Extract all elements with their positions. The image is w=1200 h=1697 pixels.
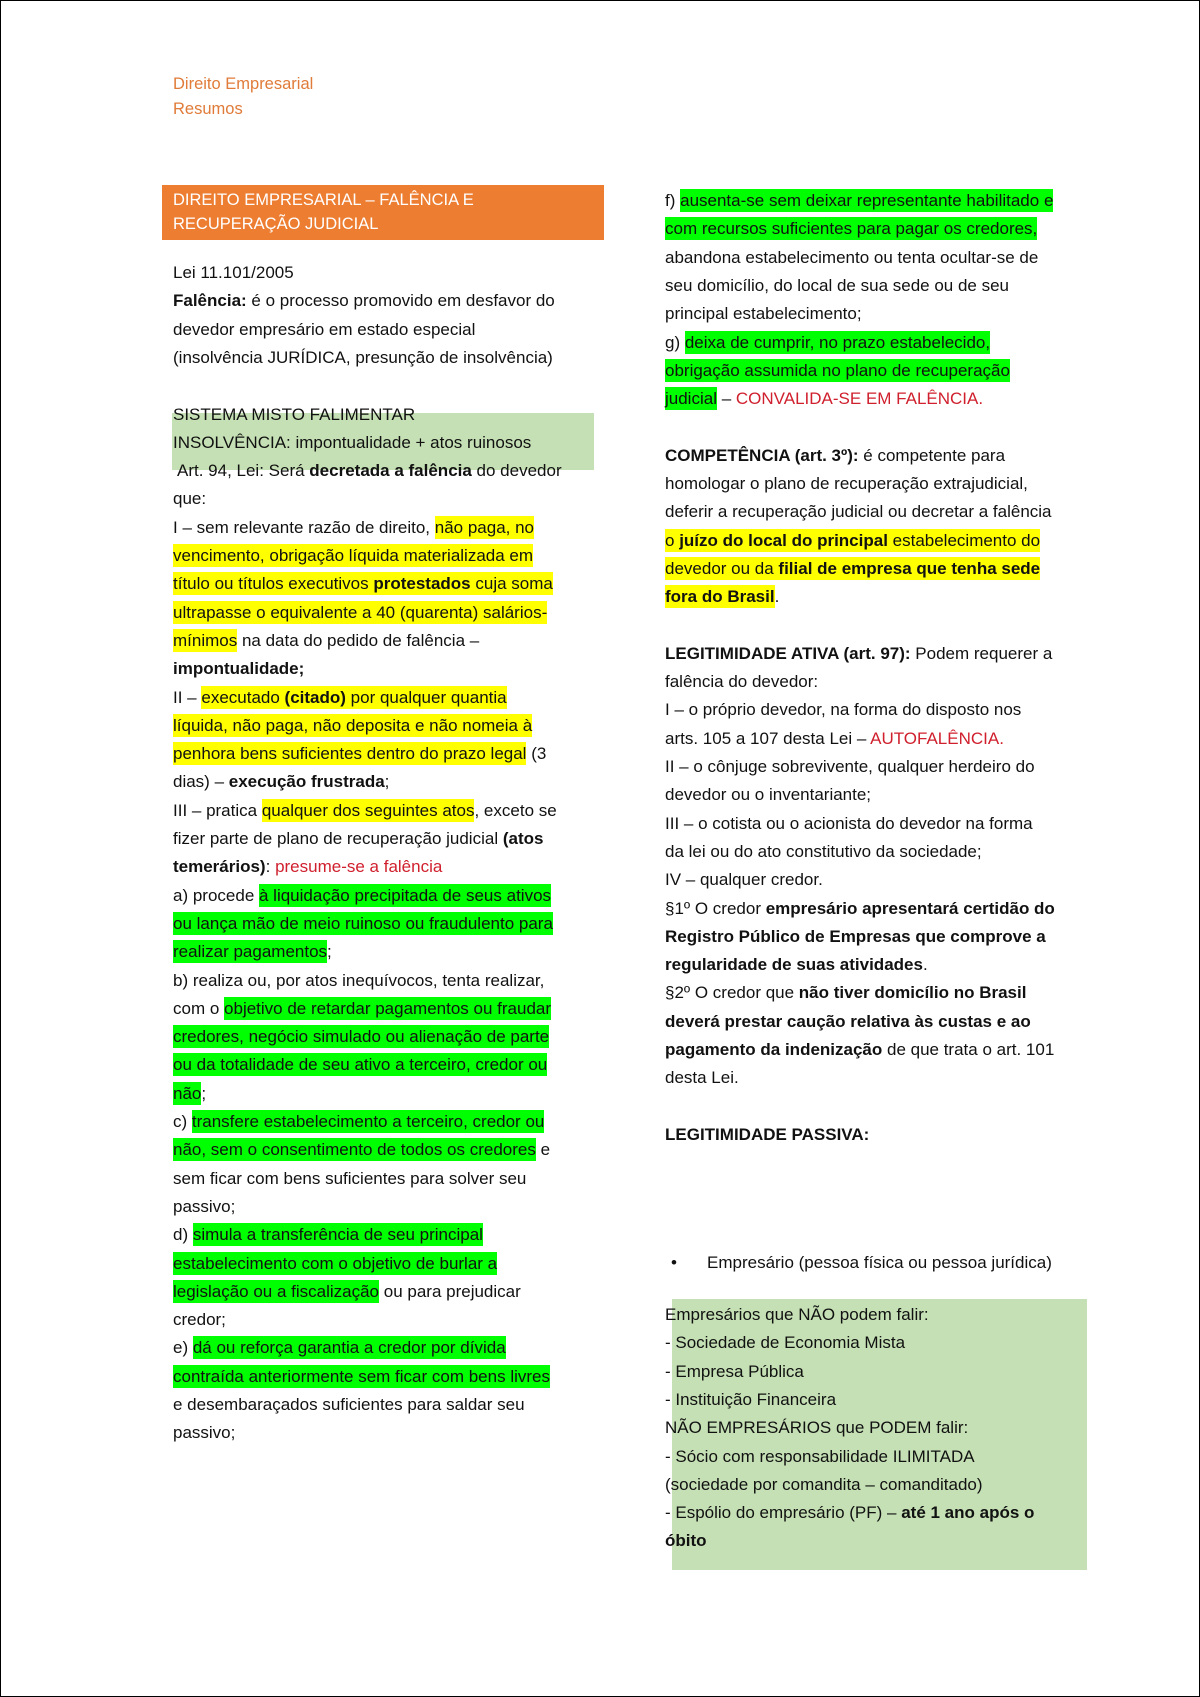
text-segment: fizer parte de plano de recuperação judicial [173,829,503,848]
text-segment: passivo; [173,1423,236,1443]
text-segment: INSOLVÊNCIA: impontualidade + atos ruinosos [173,432,532,452]
text-segment: com o [173,998,225,1018]
text-segment: - Sócio com responsabilidade ILIMITADA [665,1446,975,1466]
left-line [173,431,531,455]
right-line [665,642,1052,666]
header-subject: Direito Empresarial [173,75,314,93]
text-segment: - Espólio do empresário (PF) – [665,1503,902,1523]
text-segment: Lei 11.101/2005 [173,263,294,282]
left-line [173,601,547,625]
left-line [173,799,557,823]
left-line [173,1167,526,1191]
right-line [665,953,928,977]
yellow-highlighted-text: filial de empresa que tenha sede [778,558,1041,578]
right-line [665,1123,869,1147]
text-segment: devedor ou o inventariante; [665,785,872,805]
text-segment: é competente para [858,445,1006,465]
green-highlighted-text: ou da totalidade de seu ativo a terceiro, credor ou [173,1055,548,1075]
right-line [665,444,1005,468]
text-segment: Art. 94, Lei: Será [177,461,310,481]
right-line [665,331,990,355]
right-line [665,981,1026,1005]
box-line [665,1331,905,1355]
text-segment: desta Lei. [665,1068,739,1088]
left-line [173,855,442,879]
bold-text: deverá prestar caução relativa às custas e ao [665,1011,1031,1031]
text-segment: III – o cotista ou o acionista do devedor na forma [665,813,1033,833]
text-segment: principal estabelecimento; [665,304,862,324]
right-line [665,217,1037,241]
red-emphasis-text: CONVALIDA-SE EM FALÊNCIA. [735,389,984,409]
right-line [665,302,862,326]
green-highlighted-text: à liquidação precipitada de seus ativos [259,885,552,905]
right-line [665,472,1028,496]
text-segment: III – pratica [173,800,262,820]
section-title-banner [162,185,604,240]
right-line [665,727,1004,751]
passive-bullet-item [665,1251,1095,1275]
yellow-highlighted-text: protestados [373,574,471,594]
text-segment: é o processo promovido em desfavor do [246,291,555,311]
left-line [173,1138,550,1162]
left-line [173,1223,483,1247]
green-highlighted-text: transfere estabelecimento a terceiro, credor ou [191,1112,545,1131]
text-segment: credor; [173,1310,226,1330]
right-line [665,274,1009,298]
left-line [173,1421,235,1445]
text-segment: II – o cônjuge sobrevivente, qualquer herdeiro do [665,757,1035,776]
text-segment: ; [384,772,390,792]
left-line [173,1082,206,1106]
yellow-highlighted-text: penhora bens suficientes dentro do prazo legal [173,744,527,764]
box-line [665,1416,968,1440]
right-line [665,500,1052,524]
left-line [173,516,534,540]
text-segment: falência do devedor: [665,672,819,692]
text-segment: de que trata o art. 101 [882,1040,1055,1059]
text-segment: – [716,389,736,409]
left-line [173,487,206,511]
left-line [173,1308,226,1332]
text-segment: NÃO EMPRESÁRIOS que PODEM falir: [665,1418,969,1438]
right-line [665,670,818,694]
left-line [173,1393,525,1417]
yellow-highlighted-text: ultrapasse o equivalente a 40 (quarenta) salários- [173,602,548,622]
yellow-highlighted-text: líquida, não paga, não deposita e não nomeia à [173,715,533,735]
bold-text: empresário apresentará certidão do [765,898,1055,918]
yellow-highlighted-text: juízo do local do principal [679,530,888,550]
bold-text: decretada a falência [309,461,472,481]
yellow-highlighted-text: mínimos [173,630,238,650]
green-highlighted-text: não, sem o consentimento de todos os credores [173,1140,536,1160]
text-segment: Empresários que NÃO podem falir: [665,1305,929,1324]
text-segment: da lei ou do ato constitutivo da sociedade; [665,841,982,861]
box-line [665,1360,804,1384]
left-line [173,1336,506,1360]
yellow-highlighted-text: estabelecimento do [887,530,1041,550]
bold-text: LEGITIMIDADE ATIVA (art. 97): [665,643,911,663]
text-segment: seu domicílio, do local de sua sede ou de seu [665,275,1010,295]
bold-text: Falência: [173,291,247,311]
yellow-highlighted-text: (citado) [284,687,346,707]
left-line [173,1365,550,1389]
left-line [173,912,553,936]
green-highlighted-text: ou lança mão de meio ruinoso ou fraudulento para [173,913,553,933]
green-highlighted-text: estabelecimento com o objetivo de burlar a [173,1253,498,1273]
left-line [173,657,304,681]
bold-text: Registro Público de Empresas que comprove a [665,926,1046,946]
right-line [665,1066,739,1090]
bold-text: regularidade de suas atividades [665,955,923,975]
yellow-highlighted-text: cuja soma [470,574,553,594]
yellow-highlighted-text: qualquer dos seguintes atos [261,800,475,820]
left-line [173,544,533,568]
left-line [173,742,546,766]
text-segment: b) realiza ou, por atos inequívocos, tenta realizar, [173,970,545,990]
bold-text: não tiver domicílio no Brasil [798,983,1027,1003]
text-segment: §1º O credor [665,898,766,918]
text-segment: IV – qualquer credor. [665,870,823,890]
right-line [665,925,1046,949]
bullet-icon: • [671,1253,677,1272]
section-title-line-1: DIREITO EMPRESARIAL – FALÊNCIA E [173,191,474,209]
bold-text: LEGITIMIDADE PASSIVA: [665,1124,870,1144]
left-line [173,629,479,653]
yellow-highlighted-text: por qualquer quantia [345,687,507,707]
left-line [173,1195,235,1219]
text-segment: : [265,857,276,877]
left-line [177,459,562,483]
right-line [665,387,983,411]
box-line [665,1473,983,1497]
text-segment: e) [173,1338,193,1358]
green-highlighted-text: objetivo de retardar pagamentos ou fraudar [224,998,552,1018]
bold-text: (atos [502,829,544,848]
bullet-text: Empresário (pessoa física ou pessoa jurídica) [707,1253,1052,1272]
green-highlighted-text: obrigação assumida no plano de recuperação [665,360,1010,380]
right-line [665,189,1053,213]
green-highlighted-text: com recursos suficientes para pagar os credores, [665,219,1038,239]
text-segment: f) [665,191,681,210]
text-segment: (sociedade por comandita – comanditado) [665,1474,983,1494]
text-segment: c) [173,1112,192,1131]
text-segment: d) [173,1225,193,1245]
text-segment: e [535,1140,551,1160]
text-segment: Podem requerer a [910,643,1053,663]
box-line [665,1388,836,1412]
text-segment: - Sociedade de Economia Mista [665,1333,906,1353]
left-line [173,403,415,427]
text-segment: . [774,587,780,607]
text-segment: §2º O credor que [665,983,799,1003]
green-highlighted-text: dá ou reforça garantia a credor por dívida [192,1338,506,1358]
red-emphasis-text: AUTOFALÊNCIA. [870,728,1004,748]
left-line [173,884,551,908]
right-line [665,557,1040,581]
green-highlighted-text: simula a transferência de seu principal [192,1225,483,1245]
text-segment: , exceto se [474,800,557,820]
text-segment: na data do pedido de falência – [237,630,480,650]
green-highlighted-text: deixa de cumprir, no prazo estabelecido, [684,332,991,352]
right-line [665,812,1033,836]
text-segment: g) [665,332,685,352]
text-segment: ; [201,1083,207,1103]
left-line [173,969,544,993]
left-line [173,770,389,794]
bold-text: óbito [665,1531,707,1551]
yellow-highlighted-text: executado [201,687,285,707]
left-line [173,572,553,596]
right-line [665,868,823,892]
left-line [173,1053,547,1077]
text-segment: ou para prejudicar [379,1281,521,1301]
left-line [173,714,532,738]
bold-text: até 1 ano após o [901,1503,1035,1523]
left-line [173,1110,544,1134]
text-segment: devedor empresário em estado especial [173,319,476,339]
bold-text: COMPETÊNCIA (art. 3º): [665,445,859,465]
box-line [665,1303,929,1327]
left-line [173,346,553,370]
green-highlighted-text: credores, negócio simulado ou alienação de parte [173,1027,550,1047]
text-segment: SISTEMA MISTO FALIMENTAR [173,404,416,424]
text-segment: (3 [526,744,547,764]
bold-text: pagamento da indenização [665,1040,883,1059]
yellow-highlighted-text: o [665,530,680,550]
text-segment: . [922,955,928,975]
bold-text: impontualidade; [173,659,305,679]
text-segment: a) procede [173,885,259,905]
text-segment: que: [173,489,207,509]
left-line [173,1025,549,1049]
yellow-highlighted-text: título ou títulos executivos [173,574,374,594]
left-line [173,997,551,1021]
text-segment: (insolvência JURÍDICA, presunção de insolvência) [173,347,553,367]
right-line [665,840,982,864]
bold-text: temerários) [173,857,266,877]
green-highlighted-text: contraída anteriormente sem ficar com bens livres [173,1366,550,1386]
left-line [173,1252,497,1276]
right-line [665,1010,1031,1034]
green-highlighted-text: realizar pagamentos [173,942,328,962]
green-highlighted-text: legislação ou a fiscalização [173,1281,380,1301]
right-line [665,585,779,609]
left-line [173,261,294,285]
right-line [665,783,871,807]
left-line [173,686,507,710]
yellow-highlighted-text: fora do Brasil [665,587,775,607]
left-line [173,289,555,313]
green-highlighted-text: judicial [665,389,717,409]
left-line [173,318,475,342]
text-segment: passivo; [173,1196,236,1216]
text-segment: do devedor [471,461,562,481]
text-segment: - Instituição Financeira [665,1389,837,1409]
bold-text: execução frustrada [228,772,385,792]
right-line [665,698,1021,722]
left-line [173,940,332,964]
green-highlighted-text: ausenta-se sem deixar representante habilitado e [680,191,1054,210]
text-segment: I – o próprio devedor, na forma do disposto nos [665,700,1022,720]
left-line [173,1280,521,1304]
text-segment: sem ficar com bens suficientes para solver seu [173,1168,527,1188]
header-subtitle: Resumos [173,100,243,118]
yellow-highlighted-text: devedor ou da [665,558,779,578]
red-emphasis-text: presume-se a falência [275,857,443,877]
box-line [665,1501,1034,1525]
right-line [665,529,1040,553]
text-segment: arts. 105 a 107 desta Lei – [665,728,871,748]
yellow-highlighted-text: vencimento, obrigação líquida materializada em [173,546,534,565]
right-line [665,246,1038,270]
text-segment: e desembaraçados suficientes para saldar seu [173,1395,525,1414]
right-line [665,755,1035,779]
box-line [665,1529,707,1553]
text-segment: I – sem relevante razão de direito, [173,517,435,537]
box-line [665,1445,975,1469]
left-line [173,827,543,851]
yellow-highlighted-text: não paga, no [434,517,535,537]
text-segment: dias) – [173,772,229,792]
right-line [665,897,1055,921]
text-segment: abandona estabelecimento ou tenta ocultar-se de [665,247,1039,267]
text-segment: homologar o plano de recuperação extrajudicial, [665,474,1028,493]
right-line [665,359,1010,383]
text-segment: ; [327,942,332,962]
right-line [665,1038,1054,1062]
text-segment: deferir a recuperação judicial ou decretar a falência [665,502,1052,522]
text-segment: II – [173,687,202,707]
green-highlighted-text: não [173,1083,202,1103]
text-segment: - Empresa Pública [665,1361,804,1381]
section-title-line-2: RECUPERAÇÃO JUDICIAL [173,215,379,233]
